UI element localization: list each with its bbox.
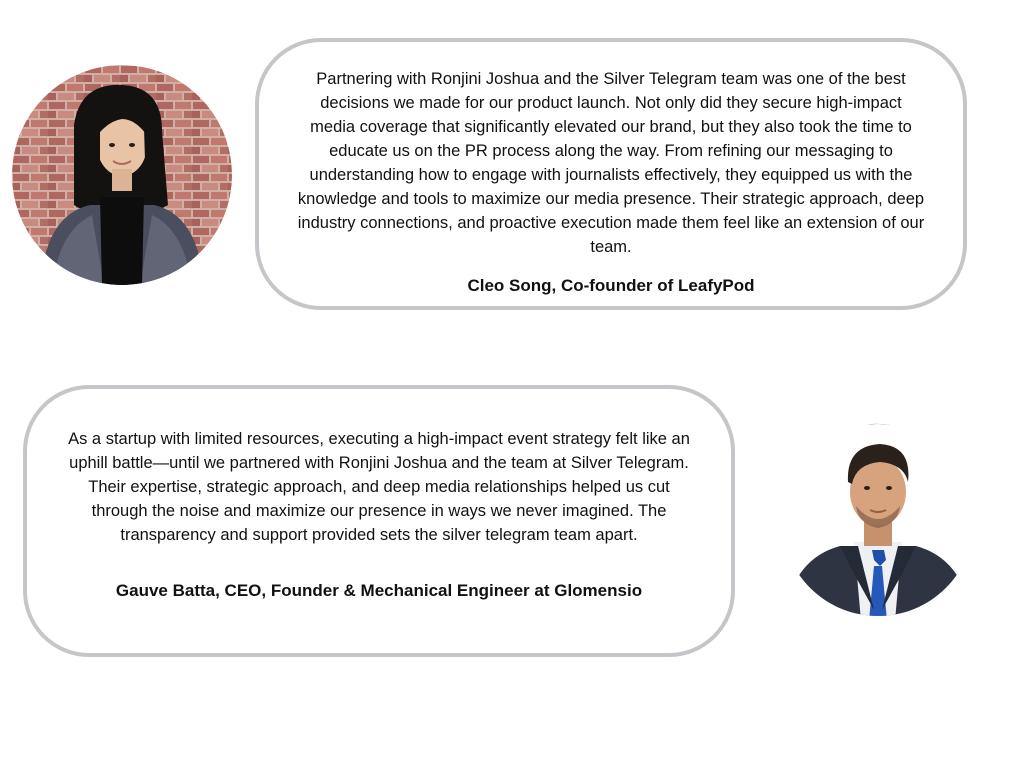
person-photo-icon [12,65,232,285]
testimonial-1-avatar [12,65,232,285]
testimonial-2-avatar [780,410,976,632]
person-photo-icon [780,410,976,632]
testimonial-2-quote: As a startup with limited resources, executing a high-impact event strategy felt like an uphill battle—until we partnered with Ronjini Joshua and the team at Silver Telegram. Their expertise, strategic approach, and deep media relationships helped us cut through the noise and maximize our presence in ways we never imagined. The transparency and support provided sets the silver telegram team apart. [68,430,690,544]
testimonial-1-author: Cleo Song, Co-founder of LeafyPod [467,276,755,295]
testimonial-1-card [255,38,967,310]
testimonial-2-author: Gauve Batta, CEO, Founder & Mechanical Engineer at Glomensio [115,581,643,600]
testimonial-2-card [23,385,735,657]
testimonial-1-quote: Partnering with Ronjini Joshua and the Silver Telegram team was one of the best decisions we made for our product launch. Not only did they secure high-impact media coverage that significantly elevated our brand, but they also took the time to educate us on the PR process along the way. From refining our messaging to understanding how to engage with journalists effectively, they equipped us with the knowledge and tools to maximize our media presence. Their strategic approach, deep industry connections, and proactive execution made them feel like an extension of our team. [297,70,925,256]
